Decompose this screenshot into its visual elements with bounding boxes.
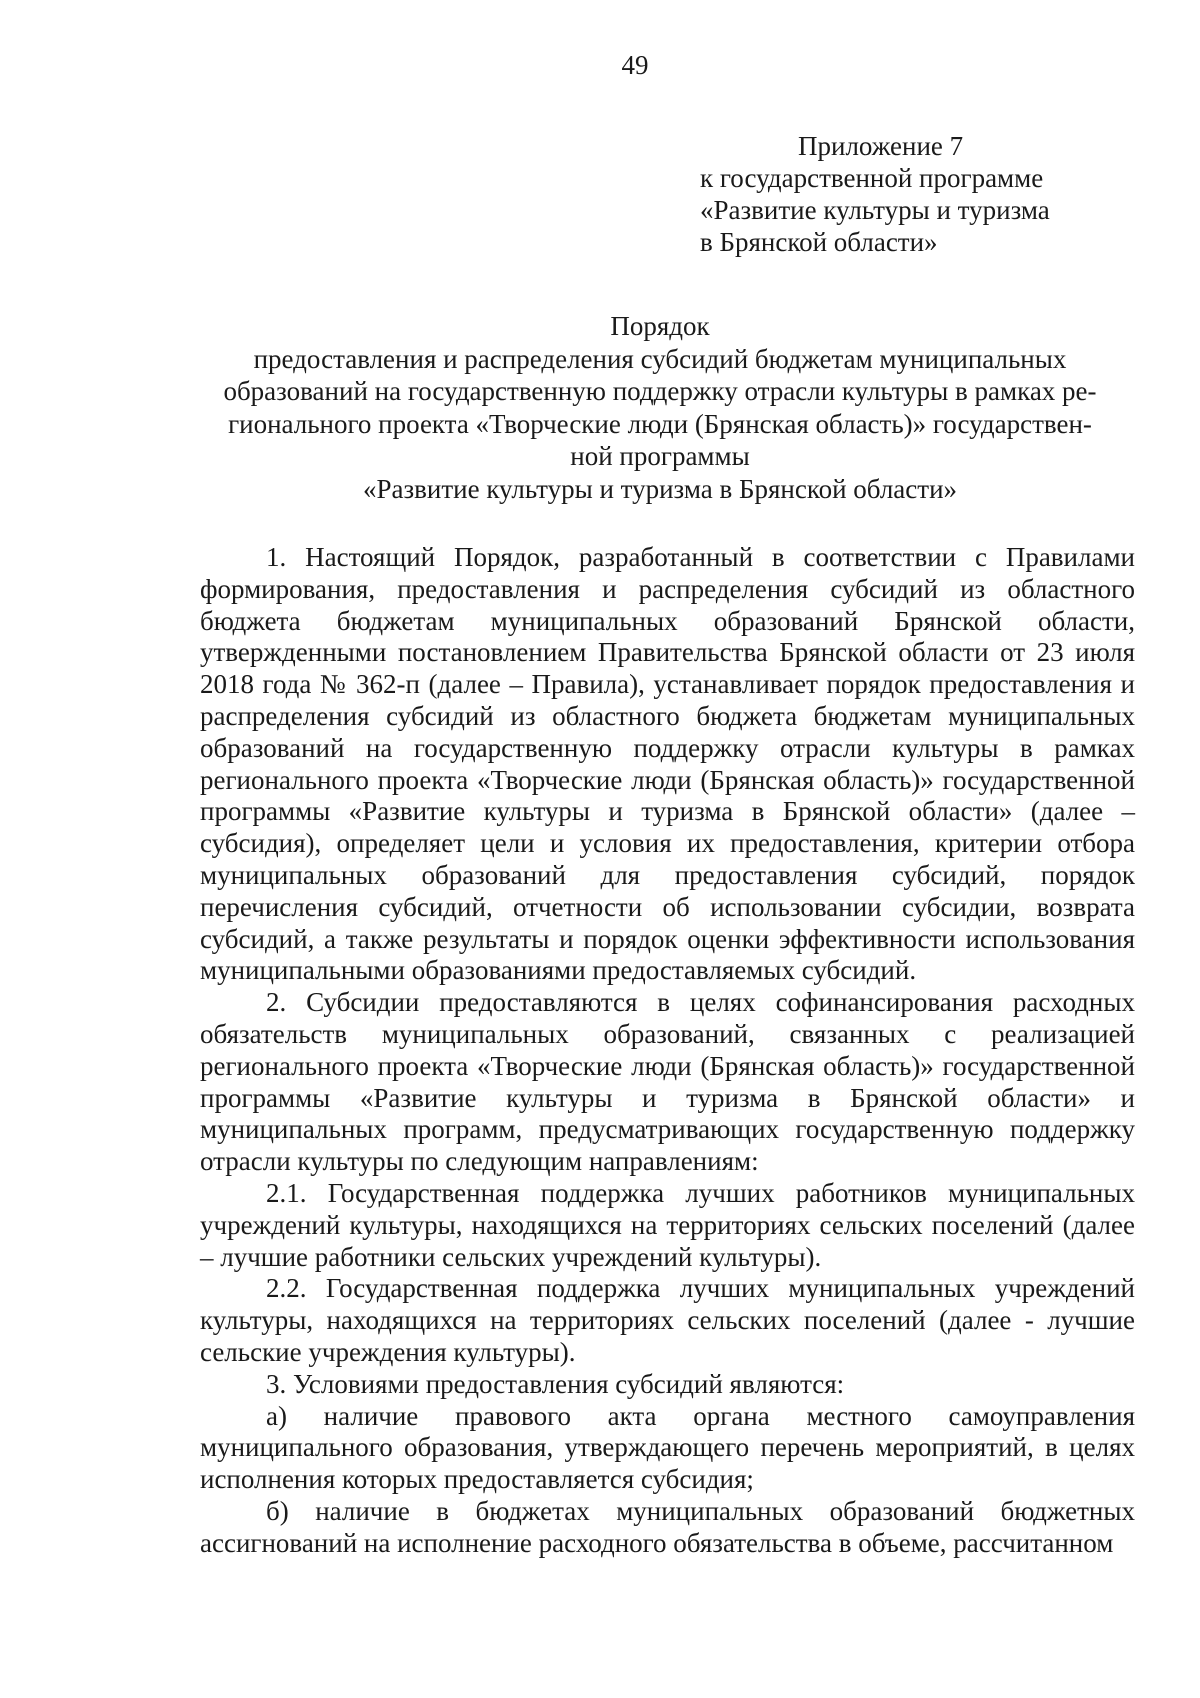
document-body xyxy=(200,542,1135,1560)
paragraph: 2.1. Государственная поддержка лучших работников муниципальных учреждений культуры, находящихся на территориях сельских поселений (далее – лучшие работники сельских учреждений культуры). xyxy=(200,1177,1135,1272)
document-title xyxy=(200,310,1120,505)
paragraph: 2. Субсидии предоставляются в целях софинансирования расходных обязательств муниципальных образований, связанных с реализацией регионального проекта «Творческие люди (Брянская область)» государственной программы «Развитие культуры и туризма в Брянской области» и муниципальных программ, предусматривающих государственную поддержку отрасли культуры по следующим направлениям: xyxy=(200,987,1135,1177)
paragraph: б) наличие в бюджетах муниципальных образований бюджетных ассигнований на исполнение расходного обязательства в объеме, рассчитанном xyxy=(200,1495,1135,1558)
title-line: ной программы xyxy=(570,441,750,471)
title-line: «Развитие культуры и туризма в Брянской области» xyxy=(362,473,958,504)
appendix-line: к государственной программе xyxy=(700,163,1044,193)
title-line: гионального проекта «Творческие люди (Брянская область)» государствен- xyxy=(228,408,1092,439)
paragraph: 3. Условиями предоставления субсидий являются: xyxy=(266,1368,845,1399)
title-line: образований на государственную поддержку отрасли культуры в рамках ре- xyxy=(223,376,1097,406)
paragraph: 1. Настоящий Порядок, разработанный в соответствии с Правилами формирования, предоставления и распределения субсидий из областного бюджета бюджетам муниципальных образований Брянской области, утвержденными постановлением Правительства Брянской области от 23 июля 2018 года № 362-п (далее – Правила), устанавливает порядок предоставления и распределения субсидий из областного бюджета бюджетам муниципальных образований на государственную поддержку отрасли культуры в рамках регионального проекта «Творческие люди (Брянская область)» государственной программы «Развитие культуры и туризма в Брянской области» (далее – субсидия), определяет цели и условия их предоставления, критерии отбора муниципальных образований для предоставления субсидий, порядок перечисления субсидий, отчетности об использовании субсидии, возврата субсидий, а также результаты и порядок оценки эффективности использования муниципальными образованиями предоставляемых субсидий. xyxy=(200,542,1135,986)
page-number: 49 xyxy=(621,50,649,80)
paragraph: а) наличие правового акта органа местного самоуправления муниципального образования, утверждающего перечень мероприятий, в целях исполнения которых предоставляется субсидия; xyxy=(200,1400,1135,1495)
appendix-line: в Брянской области» xyxy=(700,227,938,257)
appendix-header xyxy=(700,130,1050,258)
appendix-line: «Развитие культуры и туризма xyxy=(700,195,1050,225)
appendix-line: Приложение 7 xyxy=(798,131,964,161)
title-heading: Порядок xyxy=(610,311,710,341)
paragraph: 2.2. Государственная поддержка лучших муниципальных учреждений культуры, находящихся на территориях сельских поселений (далее - лучшие сельские учреждения культуры). xyxy=(200,1273,1135,1367)
title-line: предоставления и распределения субсидий бюджетам муниципальных xyxy=(253,343,1067,374)
